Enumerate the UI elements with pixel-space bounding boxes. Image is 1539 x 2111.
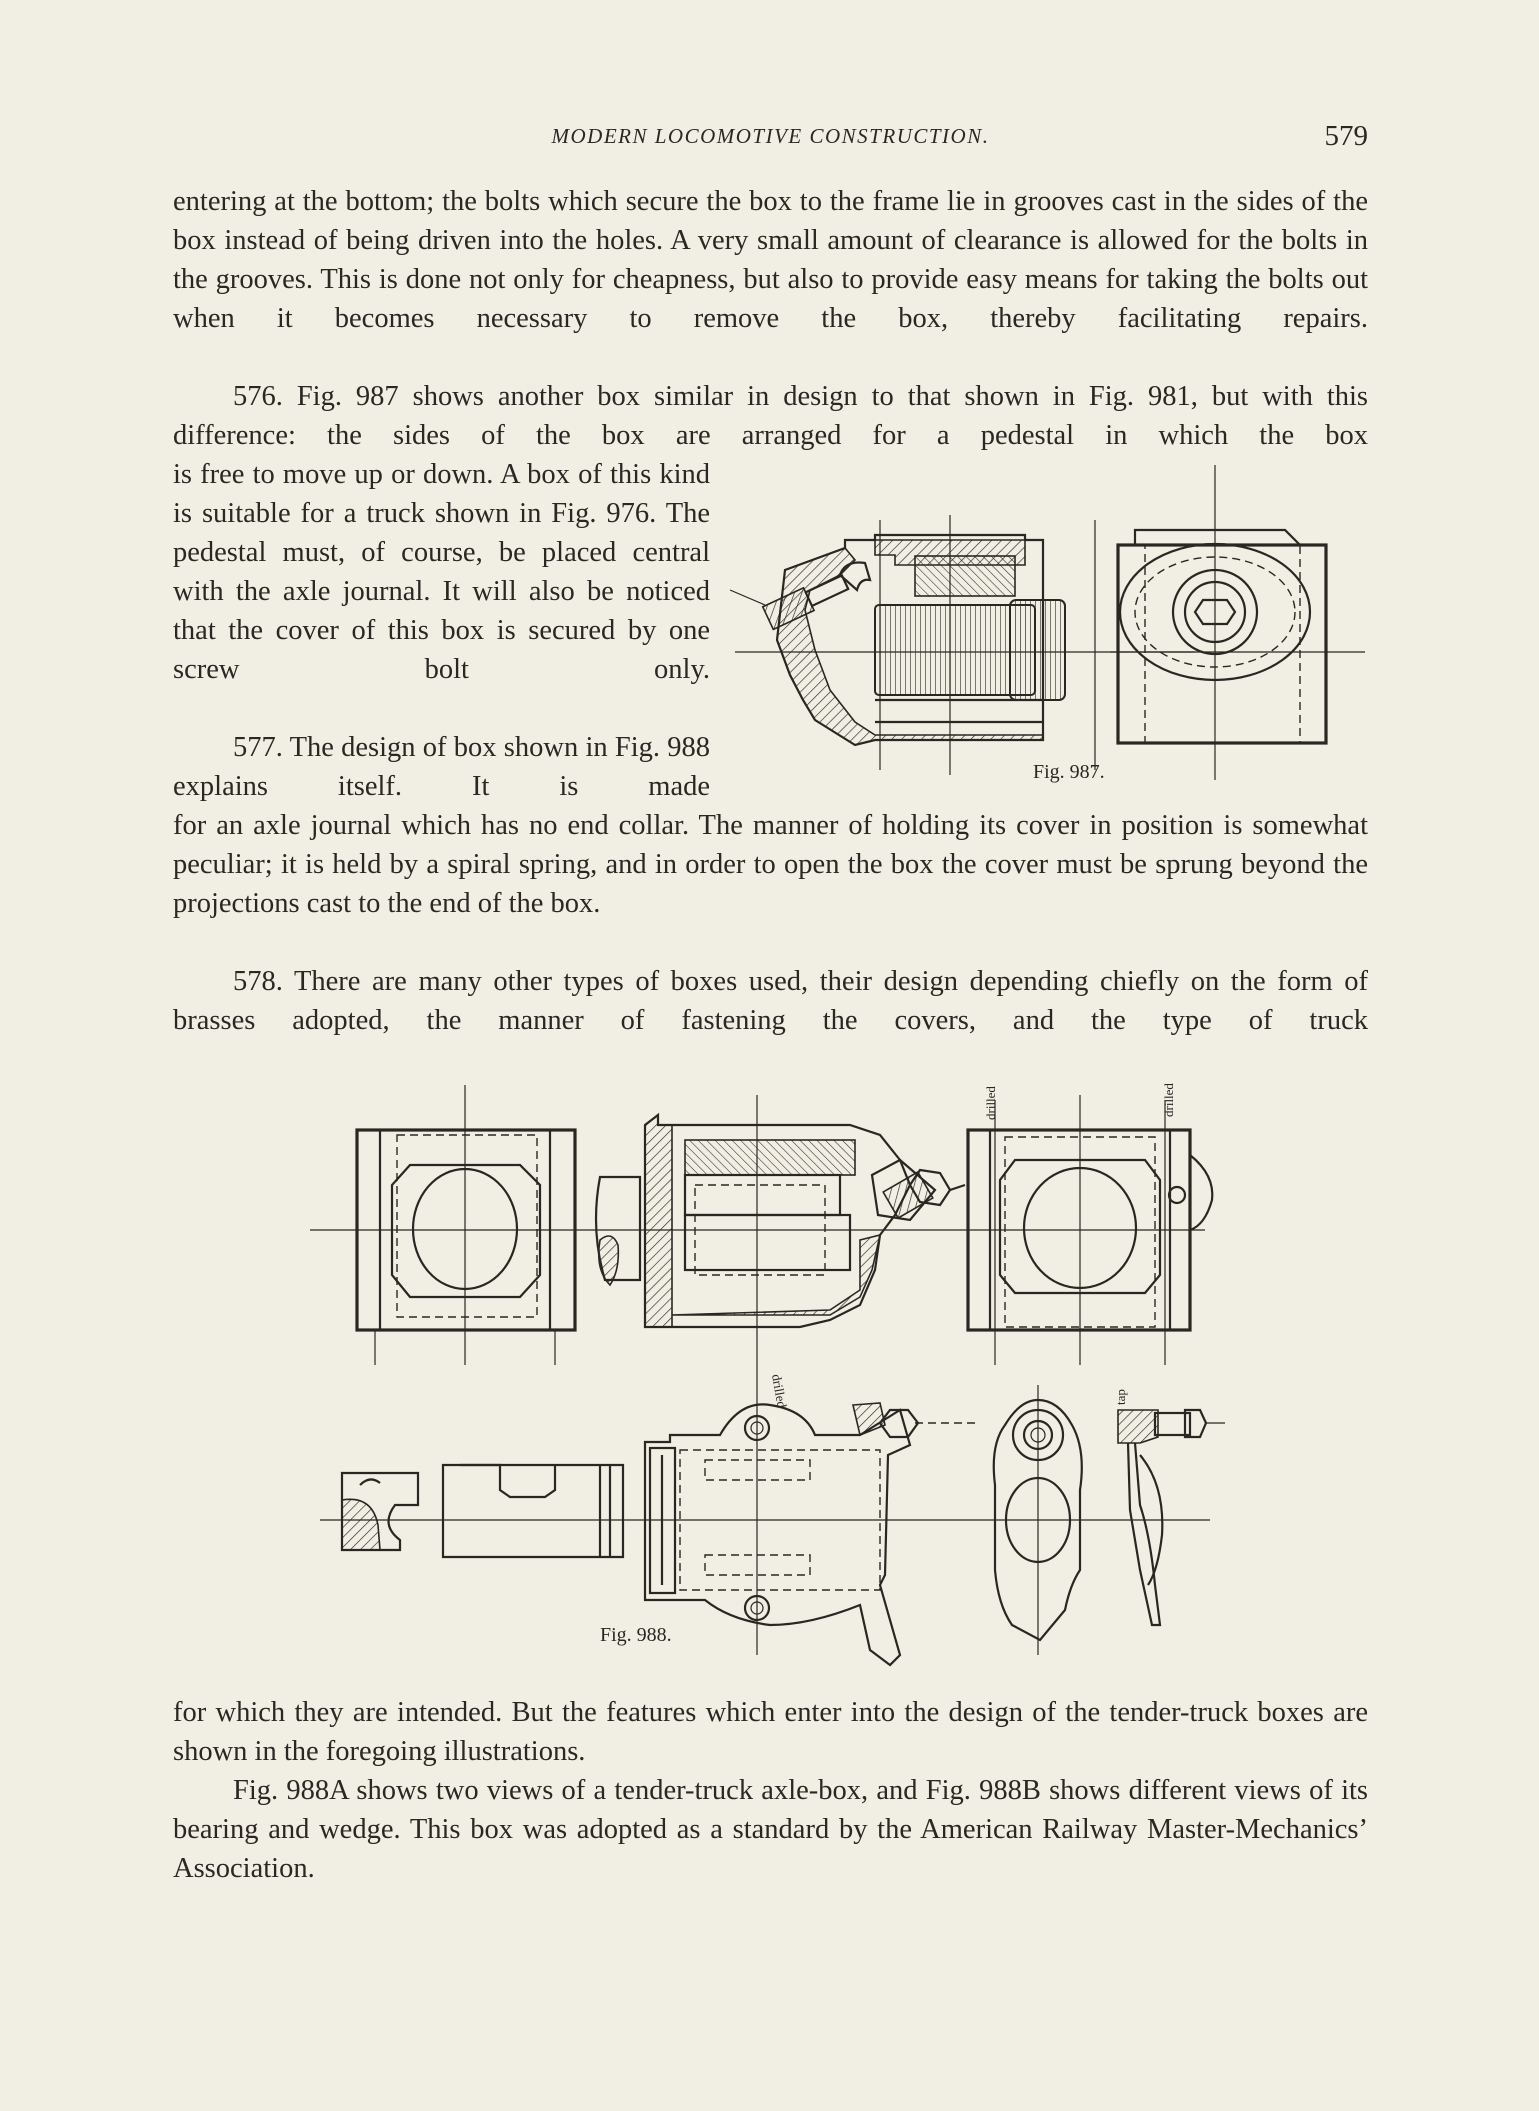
paragraph-577-continued: for an axle journal which has no end collar. The manner of holding its cover in position is somewhat peculiar; it is held by a spiral spring, and in order to open the box the cover must be sprung beyond the projections cast to the end of the box. <box>173 810 1368 919</box>
fig988-drilled-label-2: drilled <box>1161 1083 1176 1117</box>
fig988-caption: Fig. 988. <box>600 1624 672 1646</box>
running-head: MODERN LOCOMOTIVE CONSTRUCTION. <box>551 124 990 148</box>
paragraph-576-lead: 576. Fig. 987 shows another box similar in design to that shown in Fig. 981, but with this difference: the sides of the box are arranged for a pedestal in which the box <box>173 381 1368 451</box>
figure-987 <box>725 460 1375 790</box>
paragraph-576-wrap: is free to move up or down. A box of this kind is suitable for a truck shown in Fig. 976. The pedestal must, of course, be placed central with the axle journal. It will also be noticed that the cover of this box is secured by one screw bolt only. <box>173 459 710 685</box>
fig987-caption: Fig. 987. <box>1033 761 1105 783</box>
page-header <box>173 120 1368 160</box>
paragraph-fig988a: Fig. 988A shows two views of a tender-truck axle-box, and Fig. 988B shows different views of its bearing and wedge. This box was adopted as a standard by the American Railway Master-Mechanics’ Association. <box>173 1775 1368 1884</box>
fig988-drilled-label-3: drilled <box>769 1372 790 1409</box>
paragraph-578-continued: for which they are intended. But the features which enter into the design of the tender-truck boxes are shown in the foregoing illustrations. <box>173 1697 1368 1767</box>
paragraph-577-wrap: 577. The design of box shown in Fig. 988 explains itself. It is made <box>173 732 710 802</box>
figure-988 <box>300 1065 1240 1665</box>
page-number: 579 <box>1324 120 1368 152</box>
paragraph-continued: entering at the bottom; the bolts which secure the box to the frame lie in grooves cast in the sides of the box instead of being driven into the holes. A very small amount of clearance is allowed for the bolts in the grooves. This is done not only for cheapness, but also to provide easy means for taking the bolts out when it becomes necessary to remove the box, thereby facilitating repairs. <box>173 186 1368 334</box>
paragraph-578: 578. There are many other types of boxes used, their design depending chiefly on the form of brasses adopted, the manner of fastening the covers, and the type of truck <box>173 966 1368 1036</box>
fig988-tap-label: tap <box>1113 1389 1128 1405</box>
fig988-drilled-label-1: drilled <box>983 1086 998 1120</box>
